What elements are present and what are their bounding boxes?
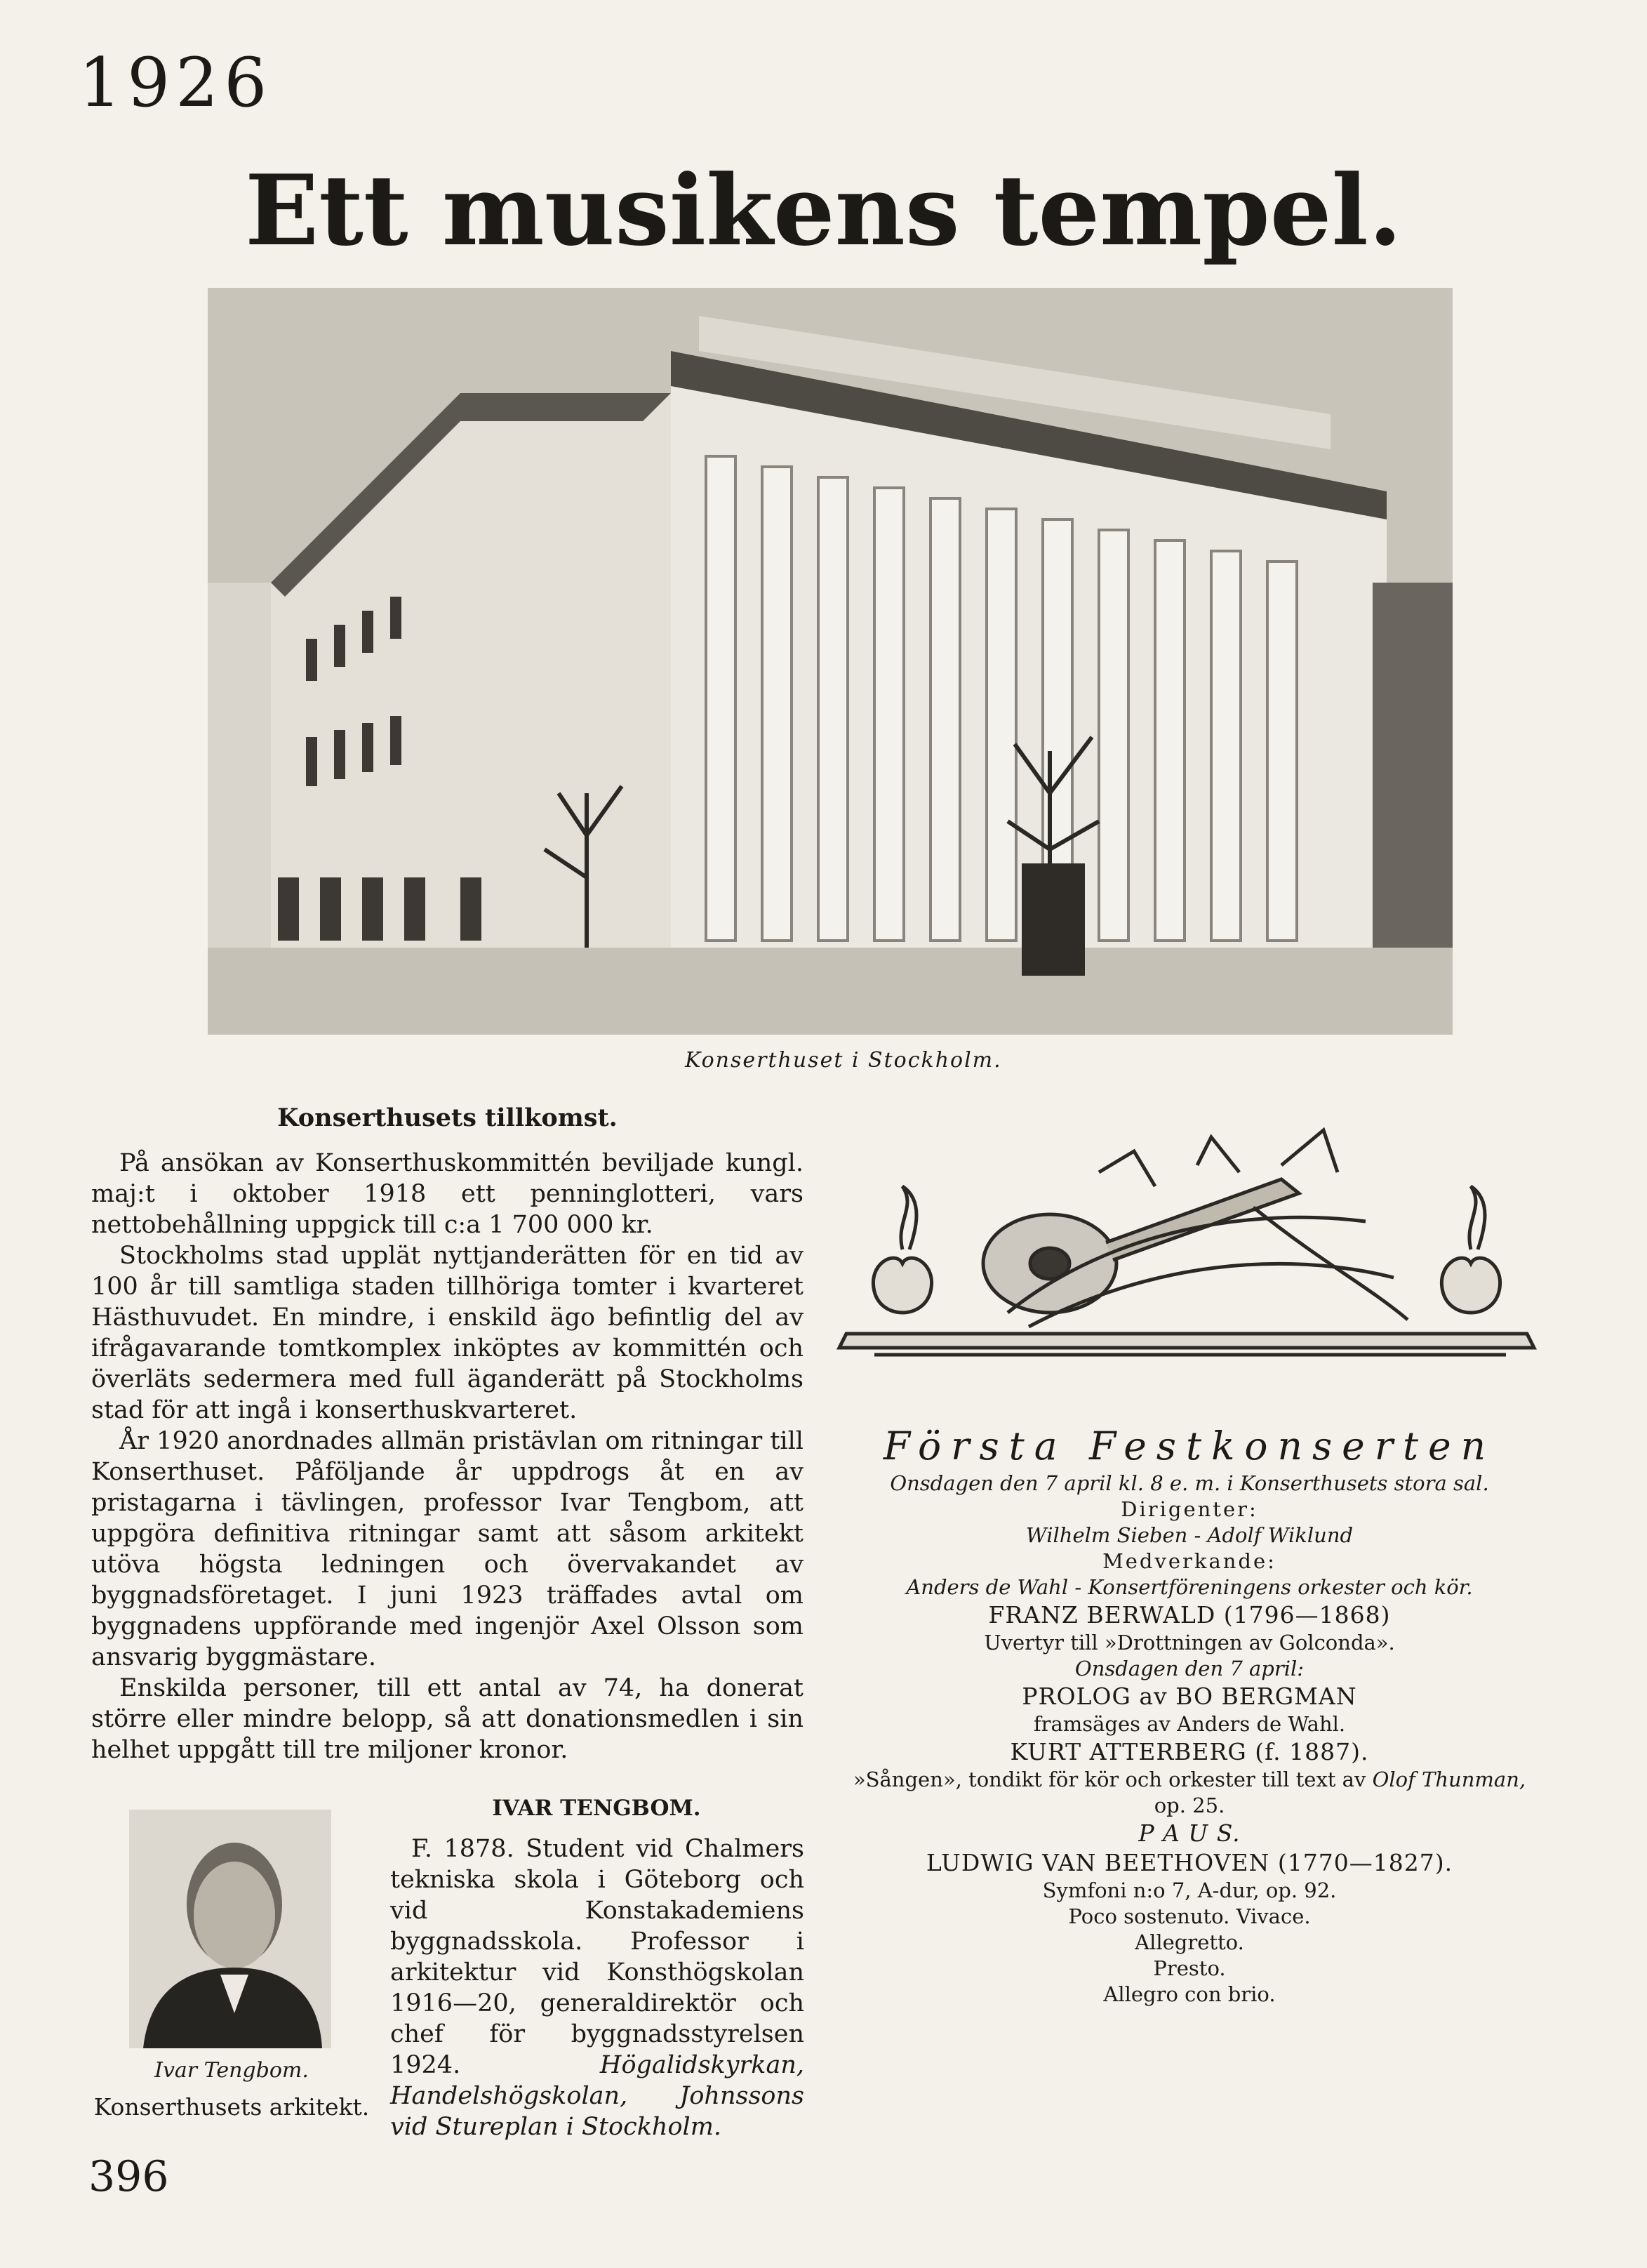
page-number: 396 bbox=[88, 2152, 169, 2201]
portrait-name: Ivar Tengbom. bbox=[154, 2058, 309, 2083]
atterberg-desc-author: Olof Thunman, bbox=[1372, 1768, 1526, 1791]
program-title: Första Festkonserten bbox=[883, 1424, 1496, 1468]
movement: Allegretto. bbox=[1135, 1930, 1244, 1954]
performers: Anders de Wahl - Konsertföreningens orkester och kör. bbox=[906, 1575, 1473, 1599]
concert-program bbox=[842, 1421, 1537, 2008]
bio-body: F. 1878. Student vid Chalmers tekniska skola i Göteborg och vid Konstakademiens byggnadsskola. Professor i arkitektur vid Konsthögskolan 1916—20, generaldirektör och chef för byggnadsstyrelsen 1924. bbox=[390, 1835, 804, 2079]
program-item-berwald: FRANZ BERWALD (1796—1868) bbox=[988, 1601, 1391, 1629]
concert-hall-photo bbox=[208, 288, 1453, 1035]
portrait-role: Konserthusets arkitekt. bbox=[93, 2093, 370, 2121]
atterberg-desc-text: »Sången», tondikt för kör och orkester till text av bbox=[853, 1768, 1373, 1791]
program-pause: P A U S. bbox=[1138, 1819, 1241, 1847]
bio-works: Högalidskyrkan, Handelshögskolan, Johnssons vid Stureplan i Stockholm. bbox=[390, 2051, 804, 2141]
article-paragraph: Enskilda personer, till ett antal av 74, ha donerat större eller mindre belopp, så att donationsmedlen i sin helhet uppgått till tre miljoner kronor. bbox=[91, 1674, 804, 1764]
program-item-beethoven-desc: Symfoni n:o 7, A-dur, op. 92. bbox=[1042, 1878, 1337, 1902]
program-item-prolog: PROLOG av BO BERGMAN bbox=[1022, 1683, 1357, 1710]
instruments-ornament bbox=[832, 1123, 1542, 1390]
year-heading: 1926 bbox=[79, 44, 273, 122]
article bbox=[91, 1103, 804, 1765]
program-date: Onsdagen den 7 april kl. 8 e. m. i Konserthusets stora sal. bbox=[890, 1471, 1489, 1495]
architect-portrait bbox=[129, 1810, 331, 2048]
movement: Poco sostenuto. Vivace. bbox=[1068, 1904, 1311, 1928]
performers-label: Medverkande: bbox=[1102, 1549, 1276, 1573]
program-day: Onsdagen den 7 april: bbox=[1074, 1657, 1305, 1680]
bio-text bbox=[390, 1833, 804, 2142]
program-item-prolog-desc: framsäges av Anders de Wahl. bbox=[1033, 1712, 1346, 1736]
article-paragraph: Stockholms stad upplät nyttjanderätten för en tid av 100 år till samtliga staden tillhöriga tomter i kvarteret Hästhuvudet. En mindre, i enskild ägo befintlig del av ifrågavarande tomtkomplex inköptes av kommittén och överläts sedermera med full äganderätt på Stockholms stad för att ingå i konserthuskvarteret. bbox=[91, 1242, 804, 1424]
movement: Presto. bbox=[1153, 1956, 1226, 1980]
program-item-atterberg: KURT ATTERBERG (f. 1887). bbox=[1010, 1738, 1369, 1765]
article-paragraph: På ansökan av Konserthuskommittén beviljade kungl. maj:t i oktober 1918 ett penninglotteri, vars nettobehållning uppgick till c:a 1 700 000 kr. bbox=[91, 1149, 804, 1239]
program-item-beethoven: LUDWIG VAN BEETHOVEN (1770—1827). bbox=[926, 1849, 1453, 1876]
program-item-atterberg-opus: op. 25. bbox=[1154, 1793, 1225, 1817]
bio-heading: IVAR TENGBOM. bbox=[492, 1796, 701, 1821]
program-item-berwald-desc: Uvertyr till »Drottningen av Golconda». bbox=[984, 1631, 1395, 1654]
conductors: Wilhelm Sieben - Adolf Wiklund bbox=[1025, 1523, 1354, 1547]
movement: Allegro con brio. bbox=[1103, 1982, 1276, 2006]
conductors-label: Dirigenter: bbox=[1121, 1497, 1258, 1521]
article-paragraph: År 1920 anordnades allmän pristävlan om ritningar till Konserthuset. Påföljande år uppdrogs åt en av pristagarna i tävlingen, professor Ivar Tengbom, att uppgöra definitiva ritningar samt att såsom arkitekt utöva högsta ledningen och övervakandet av byggnadsföretaget. I juni 1923 träffades avtal om byggnadens uppförande med ingenjör Axel Olsson som ansvarig byggmästare. bbox=[91, 1427, 804, 1671]
program-item-atterberg-desc bbox=[842, 1767, 1537, 1793]
article-heading: Konserthusets tillkomst. bbox=[277, 1103, 618, 1132]
page-title: Ett musikens tempel. bbox=[245, 153, 1402, 267]
photo-caption: Konserthuset i Stockholm. bbox=[685, 1048, 1002, 1073]
